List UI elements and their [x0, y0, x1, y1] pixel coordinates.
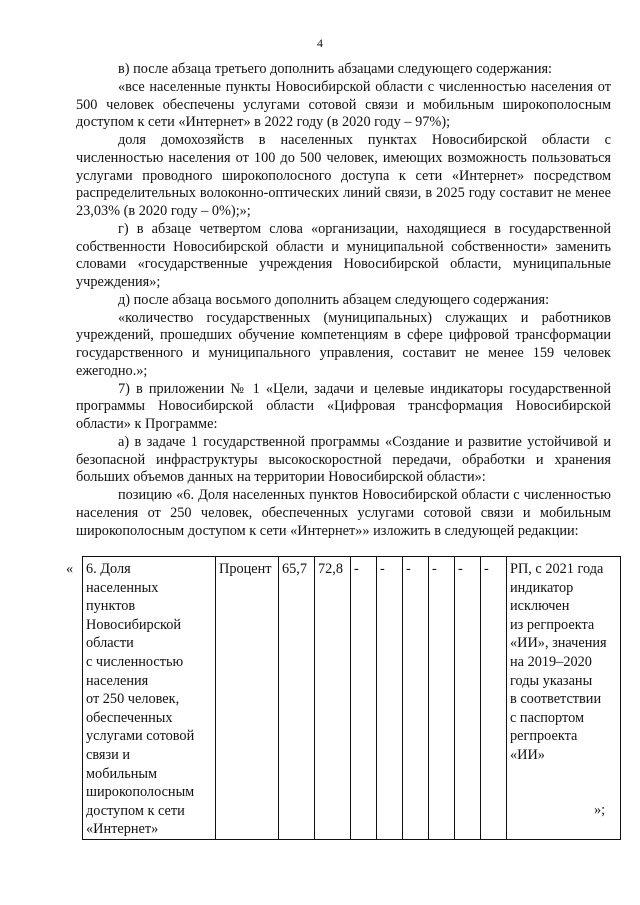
note-line: из регпроекта: [510, 616, 595, 633]
unit-cell: Процент: [216, 557, 279, 840]
dash-cell: -: [351, 557, 377, 840]
paragraph-v: в) после абзаца третьего дополнить абзацами следующего содержания:: [118, 61, 553, 77]
indicator-name-line: Новосибирской: [86, 616, 182, 633]
indicator-name-line: связи и: [86, 746, 131, 763]
page-number: 4: [317, 36, 323, 50]
note-line: с паспортом: [510, 709, 585, 726]
note-line: регпроекта: [510, 728, 578, 745]
table-quote-open: «: [66, 561, 74, 577]
indicator-name-line: доступом к сети: [86, 802, 185, 819]
note-line: РП, с 2021 года: [510, 561, 604, 577]
indicator-name-line: широкополосным: [86, 784, 195, 801]
paragraph-training: «количество государственных (муниципальных) служащих и работников учреждений, прошедших обучение компетенциям в сфере цифровой трансформации государственного и муниципального управления, составит не менее 159 человек ежегодно.»;: [76, 309, 611, 379]
indicator-name-line: обеспеченных: [86, 709, 173, 726]
paragraph-a: а) в задаче 1 государственной программы «Создание и развитие устойчивой и безопасной инфраструктуры высокоскоростной передачи, обработки и хранения больших объемов данных на территории Новосибирской области»:: [76, 433, 611, 486]
paragraph-households: доля домохозяйств в населенных пунктах Новосибирской области с численностью населения от 100 до 500 человек, имеющих возможность пользоваться услугами проводного широкополосного доступа к сети «Интернет» посредством распределительных волоконно-оптических линий связи, в 2025 году составит не менее 23,03% (в 2020 году – 0%);»;: [76, 132, 611, 219]
dash-cell: -: [403, 557, 429, 840]
indicator-name-line: от 250 человек,: [86, 691, 180, 708]
note-line: годы указаны: [510, 672, 593, 689]
document-body: [76, 61, 611, 540]
dash-cell: -: [481, 557, 507, 840]
indicator-name-line: населения: [86, 672, 149, 689]
dash-cell: -: [455, 557, 481, 840]
paragraph-position-6: позицию «6. Доля населенных пунктов Новосибирской области с численностью населения от 250 человек, обеспеченных услугами сотовой связи и мобильным широкополосным доступом к сети «Интернет»» изложить в следующей редакции:: [76, 487, 611, 539]
note-cell: [507, 557, 621, 840]
note-line: «ИИ», значения: [510, 635, 607, 652]
paragraph-settlements-500: «все населенные пункты Новосибирской области с численностью населения от 500 человек обеспечены услугами сотовой связи и мобильным широкополосным доступом к сети «Интернет» в 2022 году (в 2020 году – 97%);: [76, 78, 611, 131]
indicator-name-line: с численностью: [86, 653, 184, 670]
indicator-name-line: области: [86, 635, 134, 652]
indicator-name-line: пунктов: [86, 598, 136, 615]
indicator-name-line: «Интернет»: [86, 821, 159, 838]
indicator-name-line: населенных: [86, 579, 159, 596]
note-line: исключен: [510, 598, 570, 615]
note-line: «ИИ»: [510, 746, 545, 763]
note-line: в соответствии: [510, 691, 602, 708]
value-2019-cell: 65,7: [279, 557, 315, 840]
indicator-name-cell: [83, 557, 216, 840]
dash-cell: -: [377, 557, 403, 840]
note-line: индикатор: [510, 579, 574, 596]
note-line: на 2019–2020: [510, 653, 592, 670]
table-row: [83, 557, 621, 840]
paragraph-d: д) после абзаца восьмого дополнить абзацем следующего содержания:: [118, 291, 550, 308]
indicator-name-line: 6. Доля: [86, 561, 131, 577]
paragraph-g: г) в абзаце четвертом слова «организации, находящиеся в государственной собственности Новосибирской области и муниципальной собственности» заменить словами «государственные учреждения Новосибирской области, муниципальные учреждения»;: [76, 220, 611, 290]
indicator-name-line: мобильным: [86, 765, 158, 782]
dash-cell: -: [429, 557, 455, 840]
indicator-table: [82, 556, 621, 840]
paragraph-7: 7) в приложении № 1 «Цели, задачи и целевые индикаторы государственной программы Новосибирской области «Цифровая трансформация Новосибирской области» к Программе:: [76, 380, 611, 432]
indicator-name-line: услугами сотовой: [86, 728, 195, 745]
value-2020-cell: 72,8: [315, 557, 351, 840]
table-quote-close: »;: [594, 802, 606, 818]
